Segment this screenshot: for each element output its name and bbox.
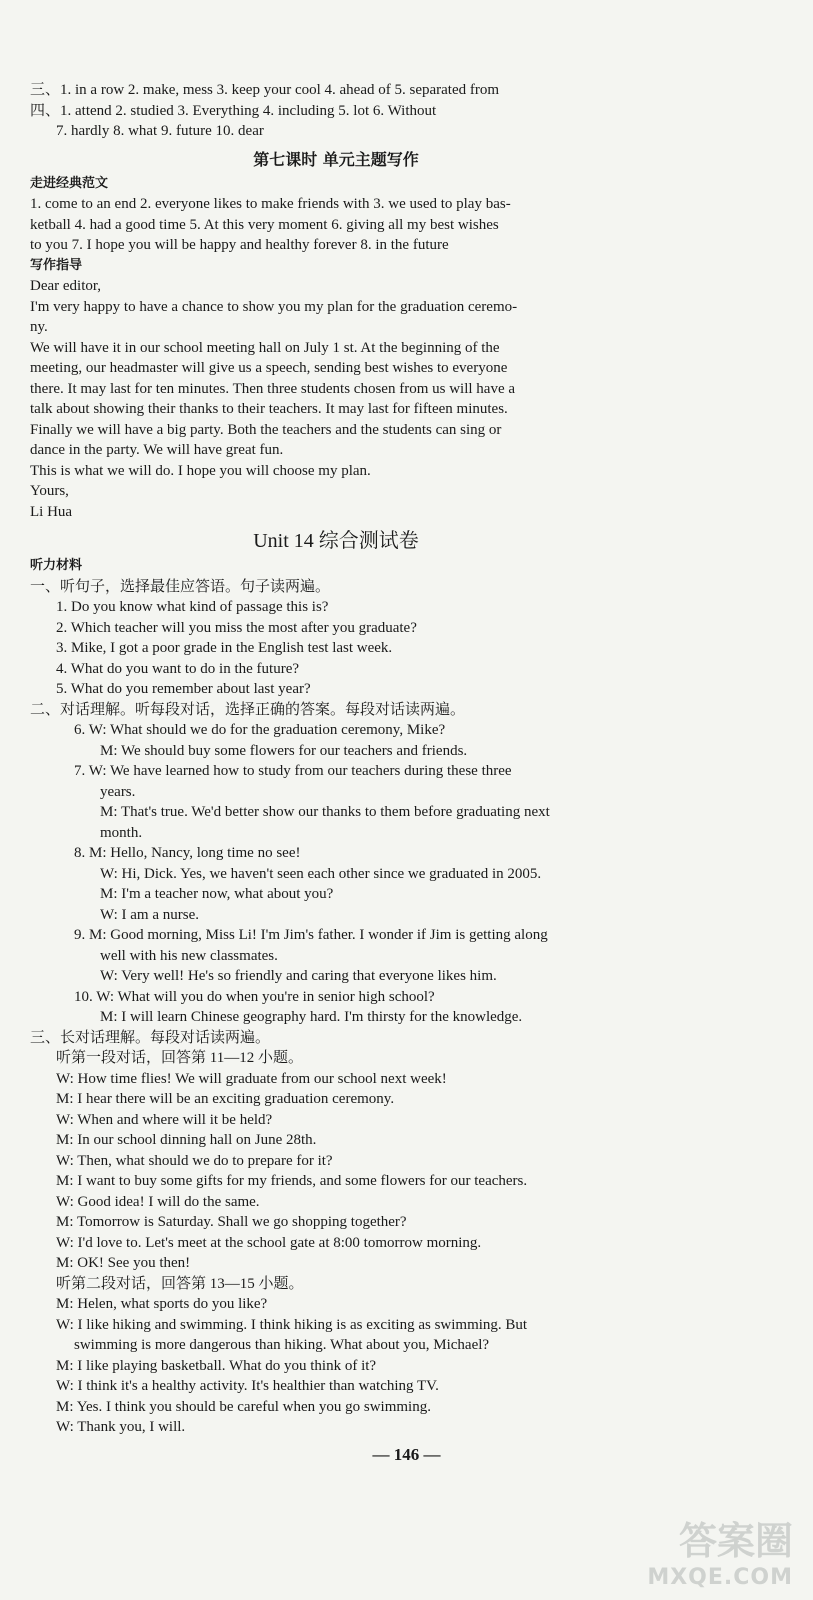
part3-line: M: I want to buy some gifts for my friends, and some flowers for our teachers.: [56, 1173, 528, 1189]
part3-line: 听第一段对话，回答第 11—12 小题。: [56, 1050, 303, 1066]
watermark-top: 答案圈: [678, 1519, 793, 1563]
part2-line: M: We should buy some flowers for our teachers and friends.: [100, 742, 468, 759]
part2-line: M: I'm a teacher now, what about you?: [100, 886, 334, 902]
letter-line: meeting, our headmaster will give us a speech, sending best wishes to everyone: [30, 360, 508, 376]
letter-line: Li Hua: [30, 503, 73, 520]
part3-line: W: Thank you, I will.: [56, 1419, 186, 1435]
part1-item: 4. What do you want to do in the future?: [56, 660, 300, 677]
part3-line: M: Helen, what sports do you like?: [56, 1296, 268, 1312]
part2-line: M: That's true. We'd better show our thanks to them before graduating next: [100, 804, 550, 820]
part3-line: M: OK! See you then!: [56, 1255, 191, 1271]
part2-line: 6. W: What should we do for the graduation ceremony, Mike?: [74, 722, 446, 738]
letter-line: there. It may last for ten minutes. Then three students chosen from us will have a: [30, 380, 516, 397]
unit-title: Unit 14 综合测试卷: [253, 530, 419, 552]
part3-line: M: I hear there will be an exciting graduation ceremony.: [56, 1091, 395, 1107]
letter-line: We will have it in our school meeting hall on July 1 st. At the beginning of the: [30, 339, 500, 356]
part3-line: W: Then, what should we do to prepare for it?: [56, 1152, 333, 1169]
part3-line: W: I like hiking and swimming. I think hiking is as exciting as swimming. But: [56, 1316, 528, 1333]
part3-line: swimming is more dangerous than hiking. What about you, Michael?: [74, 1337, 490, 1353]
part1-item: 5. What do you remember about last year?: [56, 681, 311, 697]
part3-line: W: Good idea! I will do the same.: [56, 1193, 260, 1210]
part2-line: 8. M: Hello, Nancy, long time no see!: [74, 845, 301, 861]
part3-line: 听第二段对话，回答第 13—15 小题。: [56, 1275, 304, 1292]
part1-item: 2. Which teacher will you miss the most after you graduate?: [56, 619, 417, 636]
part2-line: W: Hi, Dick. Yes, we haven't seen each other since we graduated in 2005.: [100, 865, 542, 882]
part3-line: W: When and where will it be held?: [56, 1111, 273, 1128]
part2-list: [30, 720, 642, 1028]
classic-heading: 走进经典范文: [30, 175, 109, 191]
part3-heading: 三、长对话理解。每段对话读两遍。: [30, 1029, 271, 1046]
letter-line: Dear editor,: [30, 278, 102, 294]
part3-line: W: I'd love to. Let's meet at the school gate at 8:00 tomorrow morning.: [56, 1234, 482, 1251]
sec4-answers-cont: 7. hardly 8. what 9. future 10. dear: [56, 123, 264, 139]
letter-line: dance in the party. We will have great fun.: [30, 442, 284, 458]
writing-heading: 写作指导: [30, 257, 83, 273]
part3-line: M: In our school dinning hall on June 28th.: [56, 1132, 317, 1148]
part1-item: 3. Mike, I got a poor grade in the English test last week.: [56, 640, 393, 656]
sec3-answers: 三、1. in a row 2. make, mess 3. keep your cool 4. ahead of 5. separated from: [30, 82, 500, 98]
classic-line: 1. come to an end 2. everyone likes to make friends with 3. we used to play bas-: [30, 196, 511, 212]
part2-line: W: Very well! He's so friendly and caring that everyone likes him.: [100, 968, 497, 984]
watermark-logo: [613, 1510, 793, 1590]
sec4-answers: 四、1. attend 2. studied 3. Everything 4. including 5. lot 6. Without: [30, 102, 437, 119]
part3-line: M: Tomorrow is Saturday. Shall we go shopping together?: [56, 1214, 407, 1230]
part3-line: W: How time flies! We will graduate from our school next week!: [56, 1070, 447, 1087]
watermark-bottom: MXQE.COM: [647, 1565, 793, 1590]
part1-heading: 一、听句子，选择最佳应答语。句子读两遍。: [30, 578, 331, 595]
classic-line: ketball 4. had a good time 5. At this very moment 6. giving all my best wishes: [30, 216, 499, 233]
part2-heading: 二、对话理解。听每段对话，选择正确的答案。每段对话读两遍。: [30, 701, 466, 718]
answer-page: [30, 80, 642, 1438]
part2-line: W: I am a nurse.: [100, 906, 199, 923]
part3-line: M: I like playing basketball. What do you think of it?: [56, 1357, 377, 1374]
letter-line: ny.: [30, 319, 48, 335]
part1-item: 1. Do you know what kind of passage this is?: [56, 599, 329, 615]
part2-line: M: I will learn Chinese geography hard. I'm thirsty for the knowledge.: [100, 1009, 523, 1025]
page-number: — 146 —: [372, 1445, 441, 1464]
part3-line: M: Yes. I think you should be careful when you go swimming.: [56, 1398, 431, 1415]
part2-line: month.: [100, 824, 143, 841]
part1-list: [30, 597, 642, 700]
listening-heading: 听力材料: [30, 558, 83, 573]
letter-line: Yours,: [30, 483, 69, 499]
lesson7-title: 第七课时 单元主题写作: [253, 149, 419, 169]
part2-line: 10. W: What will you do when you're in senior high school?: [74, 988, 435, 1005]
part2-line: 9. M: Good morning, Miss Li! I'm Jim's father. I wonder if Jim is getting along: [74, 927, 548, 943]
letter-line: Finally we will have a big party. Both the teachers and the students can sing or: [30, 421, 502, 438]
part3-list: [30, 1048, 642, 1438]
part3-line: W: I think it's a healthy activity. It's healthier than watching TV.: [56, 1378, 439, 1394]
part2-line: 7. W: We have learned how to study from our teachers during these three: [74, 763, 512, 779]
part2-line: years.: [100, 783, 136, 800]
sample-letter: [30, 276, 642, 522]
letter-line: talk about showing their thanks to their teachers. It may last for fifteen minutes.: [30, 401, 508, 417]
classic-line: to you 7. I hope you will be happy and healthy forever 8. in the future: [30, 237, 449, 253]
letter-line: This is what we will do. I hope you will choose my plan.: [30, 462, 371, 479]
part2-line: well with his new classmates.: [100, 947, 278, 964]
letter-line: I'm very happy to have a chance to show you my plan for the graduation ceremo-: [30, 298, 518, 315]
